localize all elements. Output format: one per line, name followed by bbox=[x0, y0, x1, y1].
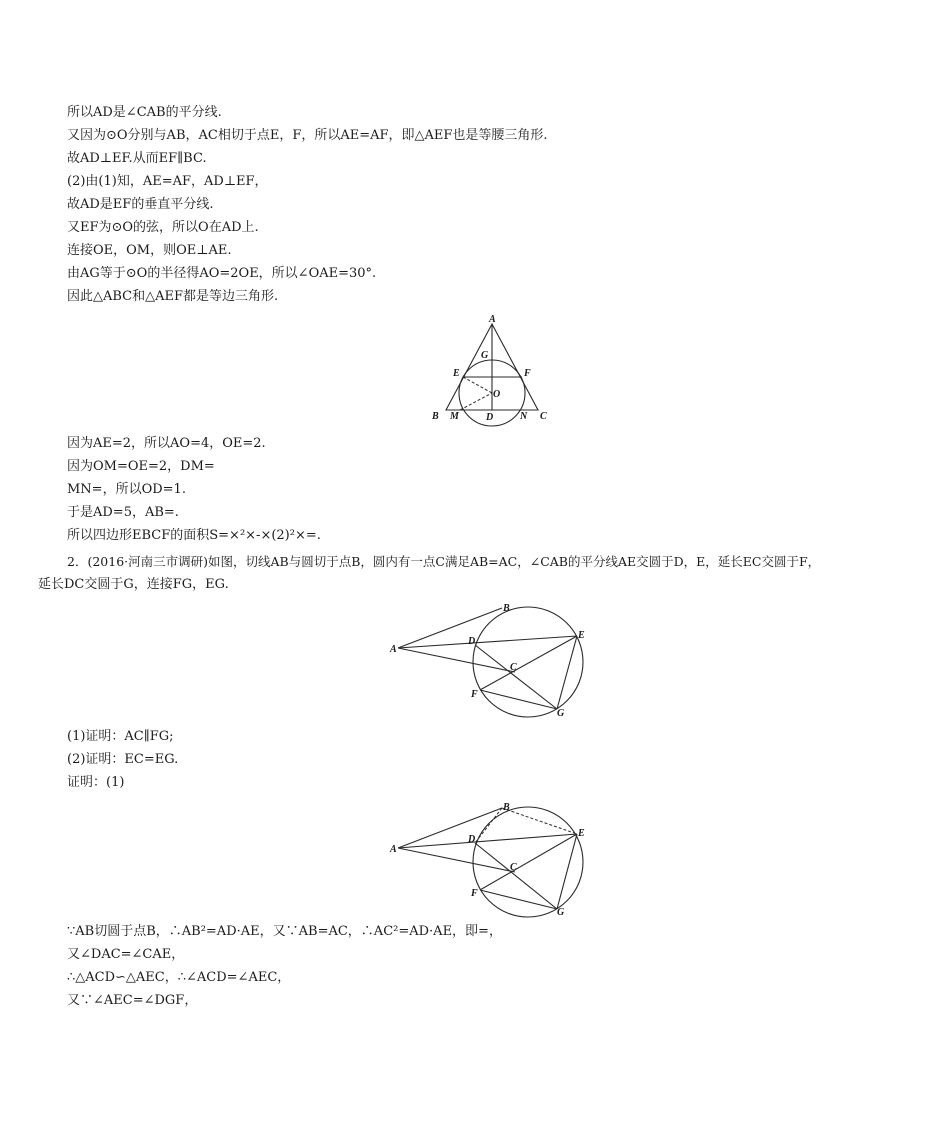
label-m: M bbox=[450, 411, 459, 422]
label-d: D bbox=[486, 412, 494, 423]
text-line: 故AD是EF的垂直平分线. bbox=[67, 197, 214, 212]
text-line: 又∵∠AEC=∠DGF， bbox=[67, 993, 198, 1008]
text-line: 所以AD是∠CAB的平分线. bbox=[67, 105, 222, 120]
label-e: E bbox=[578, 828, 585, 839]
label-e: E bbox=[578, 630, 585, 641]
text-line: MN=，所以OD=1. bbox=[67, 482, 186, 497]
figure-triangle-circle bbox=[420, 312, 560, 427]
text-line: 因此△ABC和△AEF都是等边三角形. bbox=[67, 289, 279, 304]
label-a: A bbox=[489, 314, 496, 325]
problem-2-statement: 2．(2016·河南三市调研)如图，切线AB与圆切于点B，圆内有一点C满足AB=AC，∠CAB的平分线AE交圆于D，E，延长EC交圆于F， bbox=[67, 554, 821, 569]
question-1: (1)证明：AC∥FG; bbox=[67, 729, 174, 744]
label-f: F bbox=[471, 888, 478, 899]
text-line: 因为AE=2，所以AO=4，OE=2. bbox=[67, 436, 266, 451]
text-line: 又因为⊙O分别与AB，AC相切于点E，F，所以AE=AF，即△AEF也是等腰三角形. bbox=[67, 128, 548, 143]
text-line: 因为OM=OE=2，DM= bbox=[67, 459, 215, 474]
label-a: A bbox=[390, 644, 397, 655]
label-c: C bbox=[510, 662, 517, 673]
text-line: 故AD⊥EF.从而EF∥BC. bbox=[67, 151, 207, 166]
label-b: B bbox=[503, 603, 510, 614]
text-line: (2)由(1)知，AE=AF，AD⊥EF， bbox=[67, 174, 268, 189]
segment-ac bbox=[398, 648, 515, 672]
segment-eg bbox=[557, 636, 577, 709]
segment-om bbox=[460, 393, 492, 410]
label-c: C bbox=[540, 411, 547, 422]
text-line: 于是AD=5，AB=. bbox=[67, 505, 179, 520]
label-f: F bbox=[471, 689, 478, 700]
text-line: 又EF为⊙O的弦，所以O在AD上. bbox=[67, 220, 259, 235]
label-c: C bbox=[510, 862, 517, 873]
question-2: (2)证明：EC=EG. bbox=[67, 752, 179, 767]
label-o: O bbox=[493, 389, 501, 400]
problem-2-statement-cont: 延长DC交圆于G，连接FG，EG. bbox=[38, 577, 229, 592]
text-line: ∴△ACD∽△AEC，∴∠ACD=∠AEC， bbox=[67, 970, 291, 985]
label-d: D bbox=[468, 636, 476, 647]
text-line: 连接OE，OM，则OE⊥AE. bbox=[67, 243, 232, 258]
figure-tangent-circle-dashed bbox=[385, 797, 595, 922]
segment-oe bbox=[463, 377, 492, 393]
label-g: G bbox=[481, 350, 489, 361]
segment-be bbox=[502, 808, 577, 834]
segment-ac bbox=[398, 848, 515, 872]
segment-ef bbox=[480, 834, 577, 890]
text-line: ∵AB切圆于点B，∴AB²=AD·AE，又∵AB=AC，∴AC²=AD·AE，即=， bbox=[67, 924, 502, 939]
label-d: D bbox=[468, 834, 476, 845]
circle bbox=[473, 607, 583, 717]
figure-tangent-circle bbox=[385, 600, 595, 725]
proof-start: 证明：(1) bbox=[67, 775, 125, 790]
label-f: F bbox=[524, 368, 531, 379]
label-b: B bbox=[432, 411, 439, 422]
text-line: 由AG等于⊙O的半径得AO=2OE，所以∠OAE=30°. bbox=[67, 266, 377, 281]
segment-ae bbox=[398, 834, 577, 848]
segment-eg bbox=[557, 834, 577, 909]
text-line: 所以四边形EBCF的面积S=×²×-×(2)²×=. bbox=[67, 528, 321, 543]
label-g: G bbox=[557, 708, 565, 719]
segment-ef bbox=[480, 636, 577, 690]
label-b: B bbox=[503, 802, 510, 813]
label-a: A bbox=[390, 844, 397, 855]
label-n: N bbox=[520, 411, 528, 422]
label-e: E bbox=[453, 368, 460, 379]
label-g: G bbox=[557, 907, 565, 918]
text-line: 又∠DAC=∠CAE， bbox=[67, 947, 185, 962]
